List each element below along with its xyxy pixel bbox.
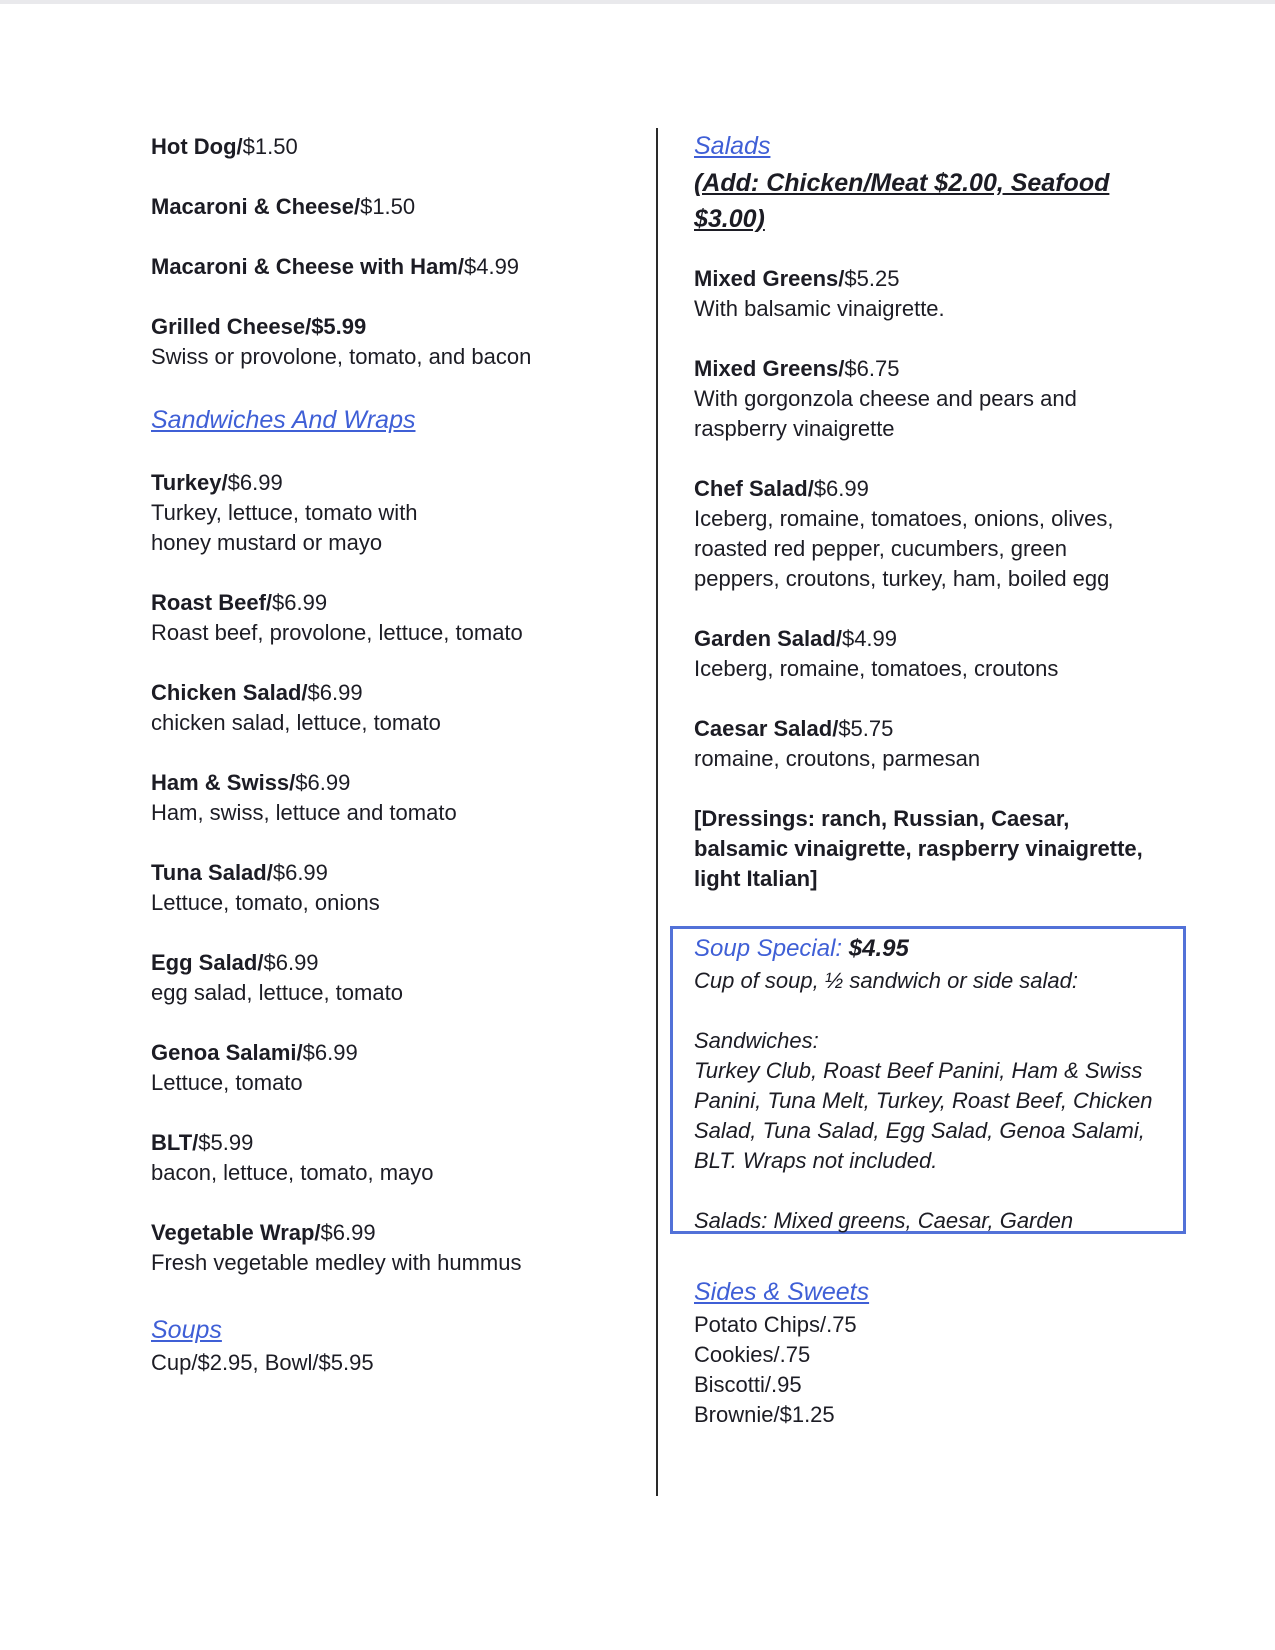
menu-item-description: raspberry vinaigrette [694, 416, 895, 441]
menu-item-description: Iceberg, romaine, tomatoes, croutons [694, 656, 1059, 681]
menu-item-description: With gorgonzola cheese and pears and [694, 386, 1077, 411]
menu-item-hot-dog: Hot Dog/$1.50 [151, 134, 298, 159]
section-heading-sides: Sides & Sweets [694, 1278, 870, 1306]
menu-item-description: Roast beef, provolone, lettuce, tomato [151, 620, 523, 645]
soups-prices: Cup/$2.95, Bowl/$5.95 [151, 1350, 374, 1375]
menu-item-description: Ham, swiss, lettuce and tomato [151, 800, 457, 825]
soup-special-title: Soup Special: $4.95 [694, 935, 909, 962]
menu-item-ham-swiss: Ham & Swiss/$6.99 [151, 770, 351, 795]
menu-item-description: peppers, croutons, turkey, ham, boiled egg [694, 566, 1110, 591]
side-item: Biscotti/.95 [694, 1372, 802, 1397]
menu-item-vegetable-wrap: Vegetable Wrap/$6.99 [151, 1220, 376, 1245]
menu-item-chicken-salad: Chicken Salad/$6.99 [151, 680, 363, 705]
menu-item-egg-salad: Egg Salad/$6.99 [151, 950, 319, 975]
menu-item-mac-cheese: Macaroni & Cheese/$1.50 [151, 194, 416, 219]
column-divider [656, 128, 658, 1496]
side-item: Potato Chips/.75 [694, 1312, 857, 1337]
menu-item-description: Turkey, lettuce, tomato with [151, 500, 418, 525]
menu-item-mac-cheese-ham: Macaroni & Cheese with Ham/$4.99 [151, 254, 520, 279]
menu-item-description: Swiss or provolone, tomato, and bacon [151, 344, 532, 369]
soup-special-sandwich-line: Panini, Tuna Melt, Turkey, Roast Beef, Chicken [694, 1088, 1153, 1113]
menu-item-grilled-cheese: Grilled Cheese/$5.99 [151, 314, 367, 339]
soup-special-salads-line: Salads: Mixed greens, Caesar, Garden [694, 1208, 1074, 1233]
soup-special-subtitle: Cup of soup, ½ sandwich or side salad: [694, 968, 1079, 993]
menu-item-description: With balsamic vinaigrette. [694, 296, 945, 321]
menu-item-garden-salad: Garden Salad/$4.99 [694, 626, 898, 651]
menu-item-description: Lettuce, tomato, onions [151, 890, 380, 915]
menu-item-mixed-greens-gorgonzola: Mixed Greens/$6.75 [694, 356, 900, 381]
side-item: Brownie/$1.25 [694, 1402, 835, 1427]
soup-special-sandwich-line: Salad, Tuna Salad, Egg Salad, Genoa Salami, [694, 1118, 1145, 1143]
menu-item-blt: BLT/$5.99 [151, 1130, 254, 1155]
soup-special-sandwich-line: Turkey Club, Roast Beef Panini, Ham & Swiss [694, 1058, 1143, 1083]
salad-addon-line: $3.00) [694, 205, 765, 233]
menu-item-description: romaine, croutons, parmesan [694, 746, 981, 771]
menu-item-chef-salad: Chef Salad/$6.99 [694, 476, 869, 501]
side-item: Cookies/.75 [694, 1342, 811, 1367]
menu-item-genoa-salami: Genoa Salami/$6.99 [151, 1040, 358, 1065]
section-heading-salads: Salads [694, 132, 771, 160]
menu-item-description: honey mustard or mayo [151, 530, 383, 555]
dressings-line: balsamic vinaigrette, raspberry vinaigrette, [694, 836, 1143, 861]
dressings-line: light Italian] [694, 866, 818, 891]
section-heading-soups: Soups [151, 1316, 222, 1344]
menu-item-roast-beef: Roast Beef/$6.99 [151, 590, 328, 615]
menu-item-description: bacon, lettuce, tomato, mayo [151, 1160, 434, 1185]
soup-special-sandwich-line: BLT. Wraps not included. [694, 1148, 938, 1173]
menu-item-tuna-salad: Tuna Salad/$6.99 [151, 860, 328, 885]
soup-special-sandwiches-label: Sandwiches: [694, 1028, 819, 1053]
dressings-line: [Dressings: ranch, Russian, Caesar, [694, 806, 1070, 831]
menu-item-description: chicken salad, lettuce, tomato [151, 710, 441, 735]
menu-item-description: Fresh vegetable medley with hummus [151, 1250, 522, 1275]
menu-item-description: roasted red pepper, cucumbers, green [694, 536, 1068, 561]
menu-item-mixed-greens: Mixed Greens/$5.25 [694, 266, 900, 291]
section-heading-sandwiches: Sandwiches And Wraps [151, 406, 416, 434]
menu-item-description: Lettuce, tomato [151, 1070, 303, 1095]
menu-item-description: egg salad, lettuce, tomato [151, 980, 403, 1005]
menu-item-caesar-salad: Caesar Salad/$5.75 [694, 716, 894, 741]
salad-addon-line: (Add: Chicken/Meat $2.00, Seafood [694, 169, 1110, 197]
menu-item-description: Iceberg, romaine, tomatoes, onions, olives, [694, 506, 1114, 531]
menu-item-turkey: Turkey/$6.99 [151, 470, 283, 495]
scan-edge [0, 0, 1275, 4]
